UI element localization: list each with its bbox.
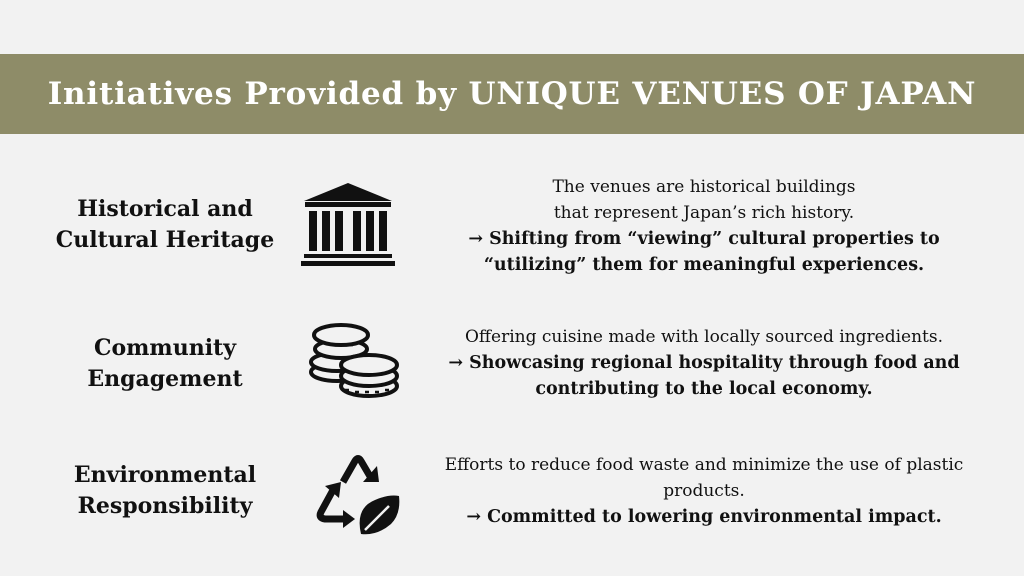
label-line: Engagement: [87, 366, 243, 392]
description-line: The venues are historical buildings: [552, 177, 856, 197]
emphasis-line: → Committed to lowering environmental impact.: [466, 507, 942, 527]
initiative-description: [430, 324, 978, 402]
label-line: Responsibility: [77, 493, 253, 519]
label-line: Historical and: [77, 196, 253, 222]
description-line: that represent Japan’s rich history.: [553, 203, 855, 223]
initiative-label: [40, 194, 290, 256]
classical-building-icon: [300, 181, 396, 269]
label-line: Cultural Heritage: [55, 227, 275, 253]
initiative-label: [40, 333, 290, 395]
initiative-description: [430, 174, 978, 278]
description-line: products.: [663, 481, 745, 501]
emphasis-line: → Shifting from “viewing” cultural properties to: [468, 229, 940, 249]
page-title: Initiatives Provided by UNIQUE VENUES OF JAPAN: [47, 76, 977, 112]
description-line: Efforts to reduce food waste and minimize the use of plastic: [444, 455, 964, 475]
emphasis-line: “utilizing” them for meaningful experiences.: [483, 255, 925, 275]
emphasis-line: contributing to the local economy.: [535, 379, 873, 399]
initiative-label: [40, 460, 290, 522]
recycle-leaf-icon: [315, 452, 401, 536]
label-line: Community: [93, 335, 237, 361]
description-line: Offering cuisine made with locally sourced ingredients.: [465, 327, 943, 347]
label-line: Environmental: [73, 462, 257, 488]
title-banner: [0, 54, 1024, 134]
emphasis-line: → Showcasing regional hospitality through food and: [448, 353, 960, 373]
initiative-description: [430, 452, 978, 530]
coin-stacks-icon: [305, 320, 405, 404]
